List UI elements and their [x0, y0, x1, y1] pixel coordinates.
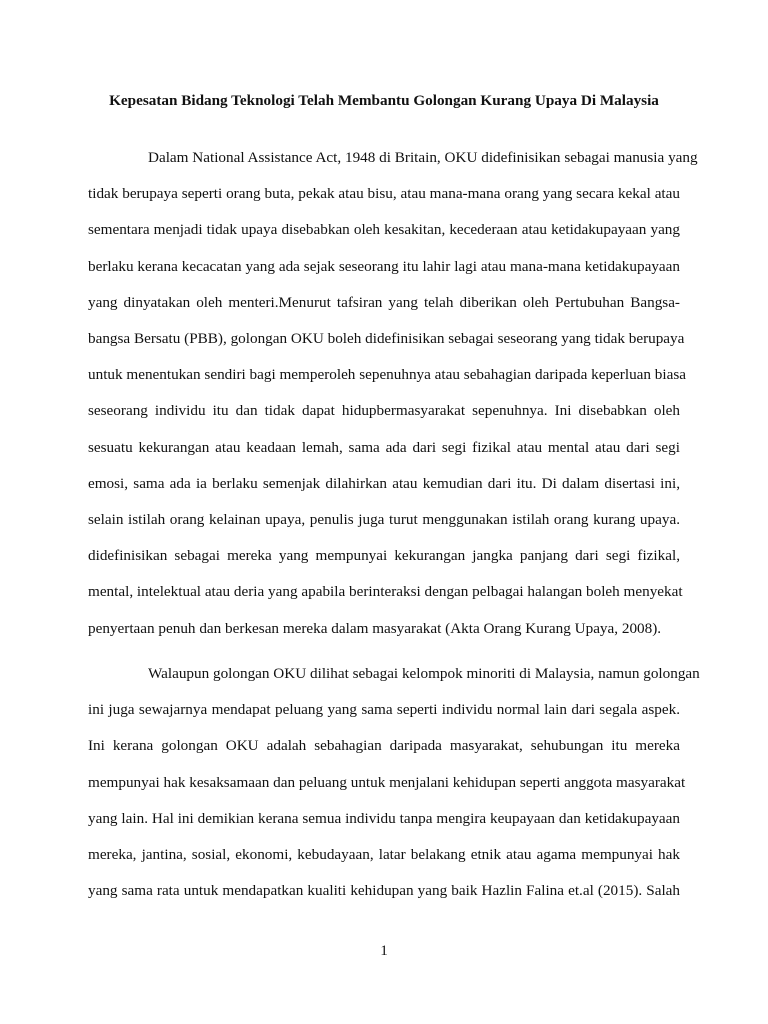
paragraph-2 — [88, 656, 700, 909]
paragraph-line: yang sama rata untuk mendapatkan kualiti kehidupan yang baik Hazlin Falina et.al (2015). Salah — [88, 882, 680, 900]
paragraph-line: emosi, sama ada ia berlaku semenjak dilahirkan atau kemudian dari itu. Di dalam disertasi ini, — [88, 474, 680, 492]
paragraph-line: yang dinyatakan oleh menteri.Menurut tafsiran yang telah diberikan oleh Pertubuhan Bangsa- — [88, 293, 680, 311]
paragraph-line: seseorang individu itu dan tidak dapat hidupbermasyarakat sepenuhnya. Ini disebabkan oleh — [88, 402, 680, 420]
paragraph-line: sementara menjadi tidak upaya disebabkan oleh kesakitan, kecederaan atau ketidakupayaan yang — [88, 221, 680, 239]
paragraph-1 — [88, 140, 698, 647]
paragraph-line: untuk menentukan sendiri bagi memperoleh sepenuhnya atau sebahagian daripada keperluan biasa — [88, 366, 687, 384]
paragraph-line: yang lain. Hal ini demikian kerana semua individu tanpa mengira keupayaan dan ketidakupayaan — [88, 809, 680, 827]
paragraph-line: tidak berupaya seperti orang buta, pekak atau bisu, atau mana-mana orang yang secara kekal atau — [88, 185, 680, 203]
paragraph-line: didefinisikan sebagai mereka yang mempunyai kekurangan jangka panjang dari segi fizikal, — [88, 547, 680, 565]
paragraph-line: ini juga sewajarnya mendapat peluang yang sama seperti individu normal lain dari segala aspek. — [88, 701, 680, 719]
paragraph-line: Dalam National Assistance Act, 1948 di Britain, OKU didefinisikan sebagai manusia yang — [148, 149, 698, 166]
paragraph-line: mempunyai hak kesaksamaan dan peluang untuk menjalani kehidupan seperti anggota masyarakat — [88, 773, 686, 791]
paragraph-line: selain istilah orang kelainan upaya, penulis juga turut menggunakan istilah orang kurang upaya. — [88, 511, 680, 529]
paragraph-line: Ini kerana golongan OKU adalah sebahagian daripada masyarakat, sehubungan itu mereka — [88, 737, 680, 755]
document-title: Kepesatan Bidang Teknologi Telah Membantu Golongan Kurang Upaya Di Malaysia — [109, 92, 659, 109]
page-number: 1 — [380, 942, 388, 959]
paragraph-line: bangsa Bersatu (PBB), golongan OKU boleh didefinisikan sebagai seseorang yang tidak berupaya — [88, 330, 685, 348]
paragraph-line: penyertaan penuh dan berkesan mereka dalam masyarakat (Akta Orang Kurang Upaya, 2008). — [88, 619, 662, 637]
paragraph-line: Walaupun golongan OKU dilihat sebagai kelompok minoriti di Malaysia, namun golongan — [148, 665, 700, 682]
paragraph-line: mereka, jantina, sosial, ekonomi, kebudayaan, latar belakang etnik atau agama mempunyai hak — [88, 846, 680, 864]
paragraph-line: berlaku kerana kecacatan yang ada sejak seseorang itu lahir lagi atau mana-mana ketidakupayaan — [88, 257, 680, 275]
paragraph-line: mental, intelektual atau deria yang apabila berinteraksi dengan pelbagai halangan boleh menyekat — [88, 583, 683, 601]
paragraph-line: sesuatu kekurangan atau keadaan lemah, sama ada dari segi fizikal atau mental atau dari segi — [88, 438, 680, 456]
